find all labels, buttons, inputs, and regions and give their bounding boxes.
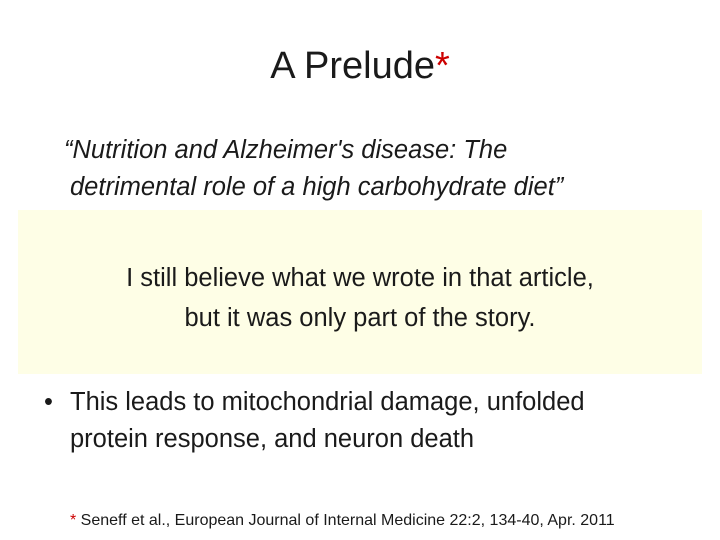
footnote [70,511,720,531]
callout-box [18,210,702,374]
footnote-marker-asterisk: * [435,45,450,87]
footnote-citation: Seneff et al., European Journal of Internal Medicine 22:2, 134-40, Apr. 2011 [76,512,615,529]
callout-text [18,258,702,338]
quote-line-2: detrimental role of a high carbohydrate diet” [70,173,564,201]
bullet-text [70,384,690,458]
callout-line-2: but it was only part of the story. [184,304,536,332]
bullet-line-2: protein response, and neuron death [70,425,475,453]
article-title-quote [64,132,684,206]
quote-line-1: “Nutrition and Alzheimer's disease: The [64,136,508,164]
slide-title-text: A Prelude [270,45,435,87]
footnote-asterisk: * [70,512,77,529]
slide-title [0,42,720,90]
bullet-symbol: • [44,388,53,416]
bullet-line-1: This leads to mitochondrial damage, unfolded [70,388,585,416]
callout-line-1: I still believe what we wrote in that article, [126,264,594,292]
